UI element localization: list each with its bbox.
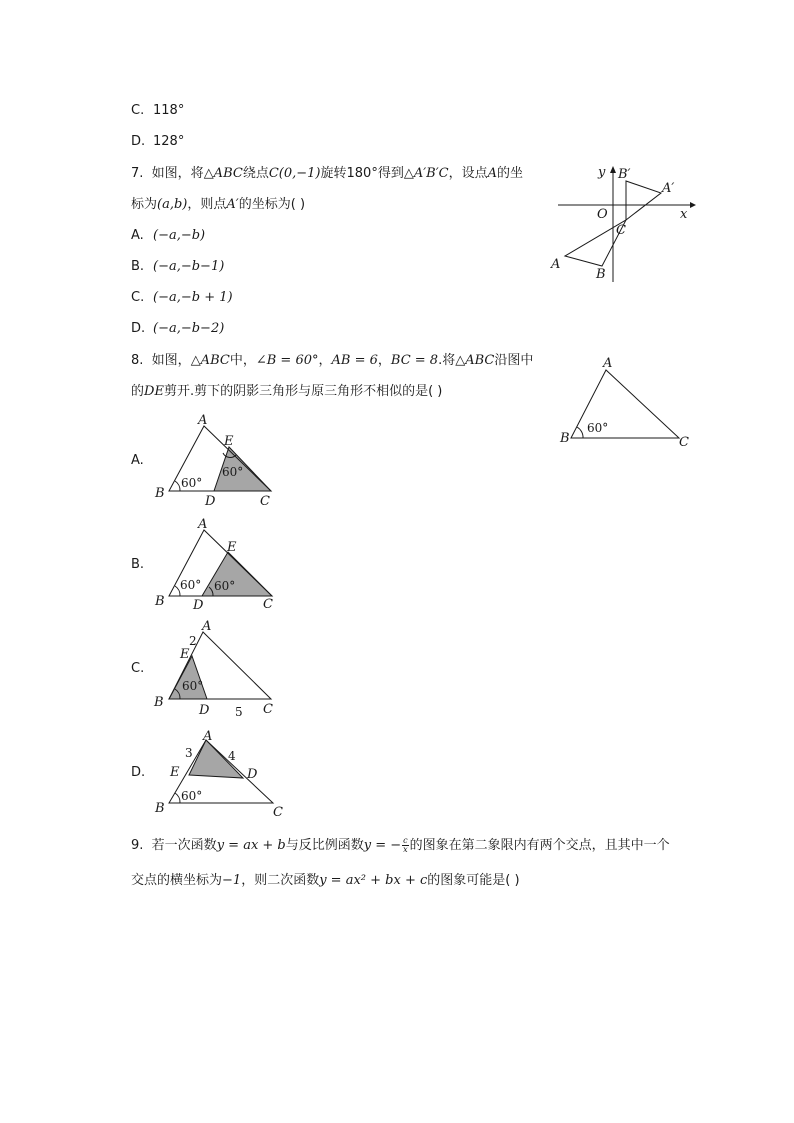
- stem-text: 的图象可能是( ): [427, 873, 520, 888]
- label-d: D: [247, 767, 258, 782]
- angle-b-arc: [175, 793, 180, 803]
- math-length: AB = 6: [331, 353, 378, 368]
- label-o: O: [597, 207, 608, 222]
- label-a: A: [202, 619, 212, 634]
- label-d: D: [205, 494, 216, 509]
- label-b: B: [596, 267, 606, 282]
- math-triangle: △ABC: [190, 353, 230, 368]
- math-function: y = ax² + bx + c: [319, 873, 428, 888]
- stem-text: 的坐标为( ): [238, 197, 306, 212]
- fraction-c-over-x: [402, 837, 408, 854]
- label-e: E: [224, 434, 234, 449]
- math-coord: (a,b): [157, 197, 188, 212]
- math-point: C(0,−1): [268, 166, 321, 181]
- q8-option-d-figure: [150, 722, 290, 822]
- option-letter: D.: [131, 134, 146, 149]
- angle-b-arc: [577, 427, 583, 438]
- label-c: C: [263, 597, 273, 612]
- stem-text: 若一次函数: [151, 838, 217, 853]
- label-angle-d: 60°: [214, 579, 236, 593]
- label-b: B: [155, 801, 165, 816]
- stem-text: ，设点: [448, 166, 488, 181]
- label-a-prime: A′: [662, 181, 675, 196]
- label-a: A: [198, 413, 208, 428]
- q7-option-a: [131, 226, 205, 246]
- option-letter: A.: [131, 453, 144, 468]
- option-letter: A.: [131, 228, 144, 243]
- q8-option-b-letter: [131, 555, 144, 575]
- math-triangle: △ABC: [203, 166, 243, 181]
- label-a: A: [603, 356, 613, 371]
- stem-text: 如图，: [151, 353, 191, 368]
- label-c: C: [260, 494, 270, 509]
- label-e: E: [170, 765, 180, 780]
- option-text: (−a,−b−2): [153, 321, 225, 336]
- math-triangle: △A′B′C: [403, 166, 449, 181]
- math-length: BC = 8: [390, 353, 439, 368]
- label-b: B: [154, 695, 164, 710]
- label-angle-b: 60°: [182, 679, 204, 693]
- stem-text: ，则二次函数: [241, 873, 320, 888]
- q8-stem-line1: [131, 351, 533, 371]
- math-function: y = −: [363, 838, 402, 853]
- stem-text: 的: [131, 384, 145, 399]
- label-c: C: [616, 223, 626, 238]
- label-3: 3: [185, 746, 193, 760]
- label-angle: 60°: [587, 421, 609, 435]
- math-segment: DE: [144, 384, 164, 399]
- stem-text: 的坐: [497, 166, 524, 181]
- label-c: C: [679, 435, 689, 450]
- stem-text: ，: [318, 353, 332, 368]
- question-number: 8.: [131, 353, 144, 368]
- option-letter: B.: [131, 557, 145, 572]
- label-a: A: [203, 729, 213, 744]
- q8-option-b-figure: [150, 514, 280, 614]
- label-b-prime: B′: [618, 167, 631, 182]
- math-var: A: [487, 166, 498, 181]
- label-e: E: [227, 540, 237, 555]
- q8-option-a-letter: [131, 451, 144, 471]
- stem-text: 沿图中: [494, 353, 534, 368]
- option-text: (−a,−b + 1): [153, 290, 233, 305]
- label-c: C: [263, 702, 273, 717]
- q9-stem-line1: [131, 836, 670, 856]
- option-letter: C.: [131, 103, 145, 118]
- q8-option-c-figure: [150, 616, 280, 718]
- label-angle-b: 60°: [180, 578, 202, 592]
- q9-stem-line2: [131, 871, 520, 891]
- option-letter: C.: [131, 290, 145, 305]
- label-b: B: [560, 431, 570, 446]
- stem-text: 与反比例函数: [285, 838, 364, 853]
- q7-option-d: [131, 319, 224, 339]
- fraction-denominator: x: [403, 845, 408, 854]
- label-4: 4: [228, 749, 236, 763]
- option-letter: B.: [131, 259, 145, 274]
- option-text: (−a,−b−1): [153, 259, 225, 274]
- q6-option-d: [131, 132, 184, 152]
- option-text: 118°: [153, 103, 185, 118]
- stem-text: 中，: [229, 353, 256, 368]
- math-value: −1: [222, 873, 242, 888]
- question-number: 9.: [131, 838, 144, 853]
- option-letter: D.: [131, 321, 146, 336]
- angle-b-arc: [175, 481, 180, 491]
- label-c: C: [273, 805, 283, 820]
- q6-option-c: [131, 101, 184, 121]
- label-2: 2: [189, 634, 197, 648]
- label-d: D: [199, 703, 210, 718]
- stem-text: ，: [377, 353, 391, 368]
- label-angle-b: 60°: [181, 789, 203, 803]
- stem-text: 交点的横坐标为: [131, 873, 223, 888]
- label-d: D: [193, 598, 204, 613]
- label-5: 5: [235, 705, 243, 719]
- stem-text: 旋转180°得到: [320, 166, 404, 181]
- q7-option-b: [131, 257, 224, 277]
- q7-stem-line2: [131, 195, 305, 215]
- label-y: y: [598, 165, 606, 180]
- label-a: A: [198, 517, 208, 532]
- fraction-numerator: c: [403, 836, 408, 845]
- option-text: (−a,−b): [153, 228, 206, 243]
- stem-text: 绕点: [242, 166, 269, 181]
- label-e: E: [180, 647, 190, 662]
- stem-text: ，则点: [187, 197, 227, 212]
- y-axis-arrow: [610, 166, 616, 173]
- label-angle-e: 60°: [222, 465, 244, 479]
- stem-text: 的图象在第二象限内有两个交点，且其中一个: [409, 838, 670, 853]
- math-angle: ∠B = 60°: [255, 353, 319, 368]
- q8-option-a-figure: [150, 410, 280, 510]
- label-b: B: [155, 594, 165, 609]
- label-b: B: [155, 486, 165, 501]
- q8-stem-line2: [131, 382, 442, 402]
- option-letter: C.: [131, 661, 145, 676]
- stem-text: 标为: [131, 197, 158, 212]
- stem-text: 剪开.剪下的阴影三角形与原三角形不相似的是( ): [163, 384, 443, 399]
- question-number: 7.: [131, 166, 144, 181]
- q8-option-c-letter: [131, 659, 144, 679]
- label-x: x: [680, 207, 688, 222]
- stem-text: 如图，将: [151, 166, 204, 181]
- option-letter: D.: [131, 765, 146, 780]
- triangle-a-prime-b-prime-c: [626, 181, 661, 220]
- x-axis-arrow: [690, 202, 696, 208]
- q7-stem-line1: [131, 164, 523, 184]
- math-function: y = ax + b: [216, 838, 286, 853]
- q7-option-c: [131, 288, 233, 308]
- q8-main-triangle-figure: [555, 355, 695, 450]
- q8-option-d-letter: [131, 763, 145, 783]
- q7-coordinate-figure: [545, 160, 705, 290]
- option-text: 128°: [153, 134, 185, 149]
- stem-text: .将: [438, 353, 456, 368]
- shaded-triangle: [202, 552, 272, 596]
- math-triangle: △ABC: [455, 353, 495, 368]
- math-var: A′: [226, 197, 239, 212]
- label-a: A: [551, 257, 561, 272]
- label-angle-b: 60°: [181, 476, 203, 490]
